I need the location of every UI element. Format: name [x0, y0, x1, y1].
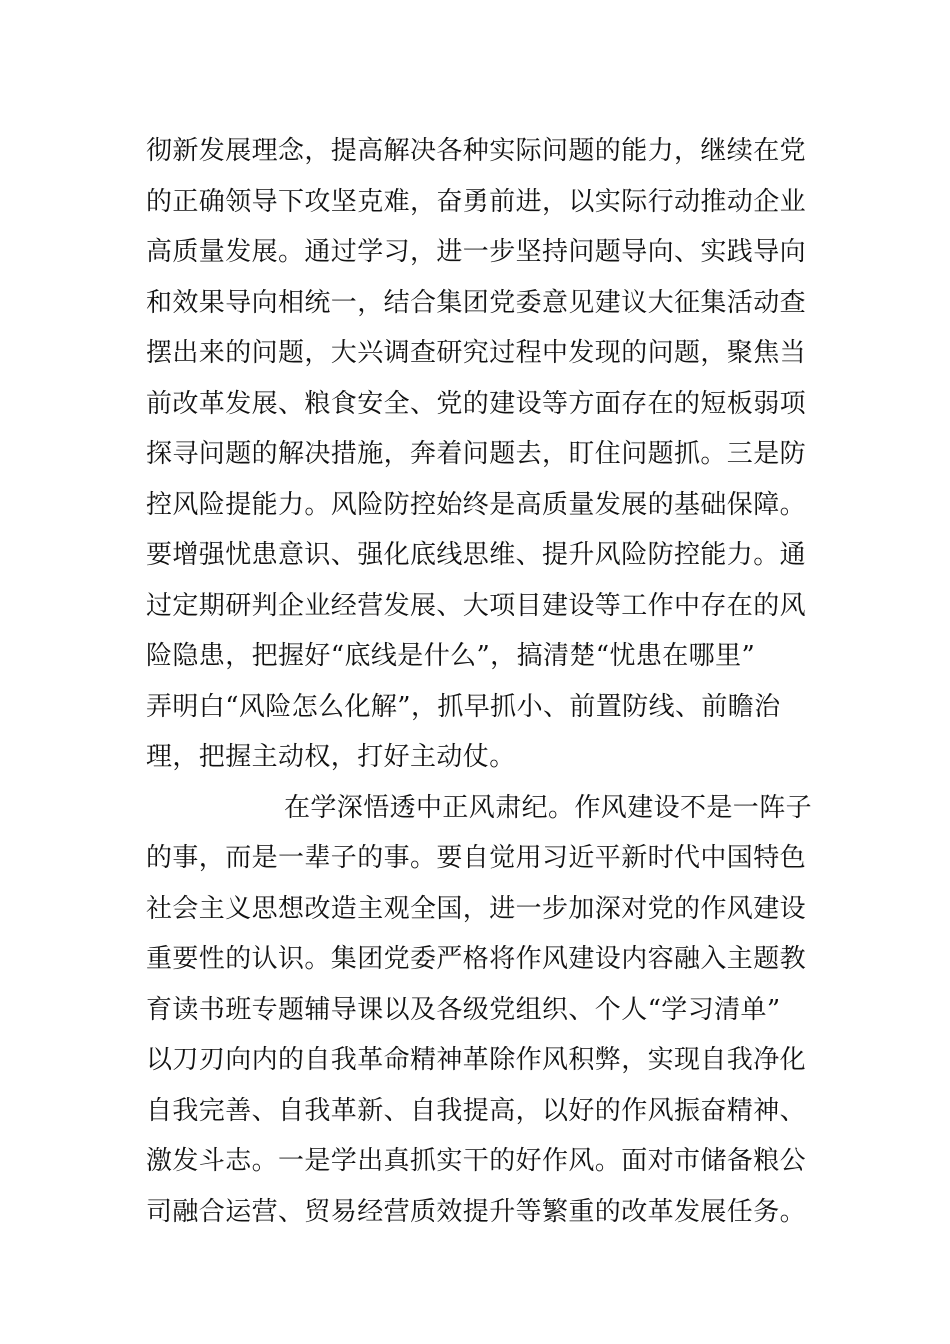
paragraph-2: [146, 783, 826, 1238]
text-line: 司融合运营、贸易经营质效提升等繁重的改革发展任务。: [146, 1196, 807, 1227]
paragraph-heading-line: 在学深悟透中正风肃纪。作风建设不是一阵子: [284, 792, 813, 823]
text-line: 育读书班专题辅导课以及各级党组织、个人“学习清单”: [146, 994, 781, 1025]
text-line: 弄明白“风险怎么化解”，抓早抓小、前置防线、前瞻治: [146, 691, 781, 722]
text-line: 摆出来的问题，大兴调查研究过程中发现的问题，聚焦当: [146, 338, 807, 368]
body-text: [146, 126, 826, 1237]
text-line: 自我完善、自我革新、自我提高，以好的作风振奋精神、: [146, 1095, 807, 1126]
text-line: 险隐患，把握好“底线是什么”，搞清楚“忧患在哪里”: [146, 641, 756, 671]
text-line: 过定期研判企业经营发展、大项目建设等工作中存在的风: [146, 590, 807, 621]
text-line: 的正确领导下攻坚克难，奋勇前进，以实际行动推动企业: [146, 186, 807, 217]
text-line: 重要性的认识。集团党委严格将作风建设内容融入主题教: [146, 944, 807, 974]
text-line: 社会主义思想改造主观全国，进一步加深对党的作风建设: [146, 893, 807, 924]
text-line: 彻新发展理念，提高解决各种实际问题的能力，继续在党: [146, 136, 807, 166]
text-line: 高质量发展。通过学习，进一步坚持问题导向、实践导向: [146, 237, 807, 267]
paragraph-1: [146, 126, 826, 783]
text-line: 激发斗志。一是学出真抓实干的好作风。面对市储备粮公: [146, 1146, 807, 1176]
text-line: 控风险提能力。风险防控始终是高质量发展的基础保障。: [146, 489, 807, 520]
text-line: 的事，而是一辈子的事。要自觉用习近平新时代中国特色: [146, 843, 807, 873]
text-line: 探寻问题的解决措施，奔着问题去，盯住问题抓。三是防: [146, 439, 807, 469]
text-line: 和效果导向相统一，结合集团党委意见建议大征集活动查: [146, 287, 807, 318]
text-line: 理，把握主动权，打好主动仗。: [146, 742, 516, 772]
text-line: 以刀刃向内的自我革命精神革除作风积弊，实现自我净化: [146, 1045, 807, 1075]
text-line: 要增强忧患意识、强化底线思维、提升风险防控能力。通: [146, 540, 807, 570]
text-line: 前改革发展、粮食安全、党的建设等方面存在的短板弱项: [146, 388, 807, 419]
